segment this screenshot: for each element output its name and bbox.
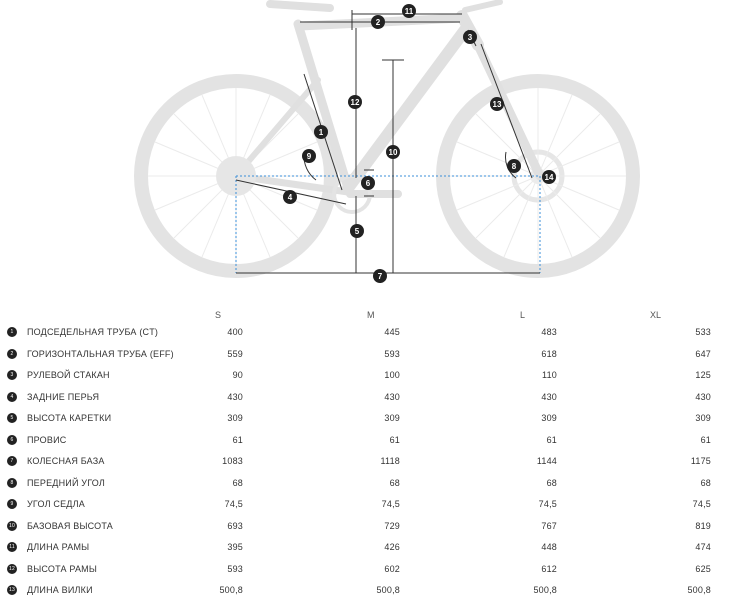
value-xl: 819 <box>695 520 711 531</box>
badge-8 <box>507 159 521 173</box>
value-s: 90 <box>232 370 243 380</box>
bike-geometry-diagram <box>0 0 729 290</box>
value-xl: 1175 <box>690 456 711 466</box>
row-label: ПЕРЕДНИЙ УГОЛ <box>27 477 106 488</box>
table-row <box>0 430 729 451</box>
value-m: 74,5 <box>381 499 400 509</box>
table-row <box>0 537 729 558</box>
size-header-s: S <box>215 310 222 320</box>
value-m: 445 <box>384 327 400 337</box>
badge-6 <box>361 176 375 190</box>
value-s: 593 <box>227 563 243 574</box>
row-number-badge: 8 <box>7 478 17 488</box>
row-label: ДЛИНА РАМЫ <box>27 542 90 552</box>
svg-text:10: 10 <box>388 148 398 157</box>
svg-text:14: 14 <box>544 173 554 182</box>
row-number-badge: 10 <box>7 521 17 531</box>
table-row <box>0 387 729 408</box>
value-l: 448 <box>541 542 557 552</box>
value-xl: 125 <box>695 370 711 380</box>
row-number-badge: 4 <box>7 392 17 402</box>
value-m: 309 <box>384 413 400 423</box>
value-m: 602 <box>384 563 400 574</box>
value-xl: 430 <box>695 391 711 402</box>
row-label: ВЫСОТА КАРЕТКИ <box>27 413 112 423</box>
table-row <box>0 344 729 365</box>
svg-text:3: 3 <box>467 33 473 42</box>
badge-9 <box>302 149 316 163</box>
value-l: 767 <box>541 520 557 531</box>
value-l: 68 <box>546 477 557 488</box>
value-l: 612 <box>541 563 557 574</box>
table-row <box>0 559 729 580</box>
row-number-badge: 2 <box>7 349 17 359</box>
table-row <box>0 494 729 515</box>
value-s: 395 <box>227 542 243 552</box>
value-m: 100 <box>384 370 400 380</box>
row-label: ПОДСЕДЕЛЬНАЯ ТРУБА (CT) <box>27 327 159 337</box>
svg-text:6: 6 <box>365 179 371 188</box>
badge-2 <box>371 15 385 29</box>
value-l: 61 <box>546 434 557 445</box>
row-label: БАЗОВАЯ ВЫСОТА <box>27 520 113 531</box>
svg-text:1: 1 <box>318 128 324 137</box>
row-label: ГОРИЗОНТАЛЬНАЯ ТРУБА (EFF) <box>27 348 174 359</box>
svg-text:9: 9 <box>306 152 312 161</box>
badge-1 <box>314 125 328 139</box>
row-label: ДЛИНА ВИЛКИ <box>27 585 93 595</box>
badge-10 <box>386 145 400 159</box>
row-number-badge: 1 <box>7 327 17 337</box>
value-s: 693 <box>227 520 243 531</box>
value-m: 426 <box>384 542 400 552</box>
value-l: 110 <box>542 370 557 380</box>
table-row <box>0 365 729 386</box>
value-xl: 500,8 <box>687 585 711 595</box>
row-label: ВЫСОТА РАМЫ <box>27 563 98 574</box>
badge-5 <box>350 224 364 238</box>
value-xl: 309 <box>695 413 711 423</box>
value-xl: 74,5 <box>692 499 711 509</box>
row-number-badge: 9 <box>7 499 17 509</box>
row-label: УГОЛ СЕДЛА <box>27 499 85 509</box>
value-s: 309 <box>227 413 243 423</box>
row-number-badge: 6 <box>7 435 17 445</box>
value-xl: 61 <box>700 434 711 445</box>
value-s: 68 <box>232 477 243 488</box>
value-l: 618 <box>541 348 557 359</box>
value-l: 74,5 <box>538 499 557 509</box>
value-s: 559 <box>227 348 243 359</box>
size-header-xl: XL <box>650 310 662 320</box>
svg-text:12: 12 <box>350 98 360 107</box>
row-number-badge: 13 <box>7 585 17 595</box>
row-number-badge: 7 <box>7 456 17 466</box>
value-xl: 474 <box>695 542 711 552</box>
value-l: 1144 <box>536 456 557 466</box>
value-s: 74,5 <box>224 499 243 509</box>
value-l: 500,8 <box>533 585 557 595</box>
value-l: 309 <box>541 413 557 423</box>
svg-text:5: 5 <box>354 227 360 236</box>
value-m: 593 <box>384 348 400 359</box>
row-label: КОЛЕСНАЯ БАЗА <box>27 456 105 466</box>
value-xl: 68 <box>700 477 711 488</box>
badge-12 <box>348 95 362 109</box>
value-m: 729 <box>384 520 400 531</box>
svg-text:4: 4 <box>287 193 293 202</box>
size-header-m: M <box>367 310 375 320</box>
size-header-l: L <box>520 310 526 320</box>
badge-14 <box>542 170 556 184</box>
value-l: 483 <box>541 327 557 337</box>
table-row <box>0 516 729 537</box>
badge-7 <box>373 269 387 283</box>
value-s: 1083 <box>222 456 243 466</box>
value-s: 430 <box>227 391 243 402</box>
svg-text:8: 8 <box>511 162 517 171</box>
table-row <box>0 451 729 472</box>
row-number-badge: 11 <box>7 542 17 552</box>
badge-4 <box>283 190 297 204</box>
value-s: 400 <box>227 327 243 337</box>
badge-3 <box>463 30 477 44</box>
badge-11 <box>402 4 416 18</box>
value-m: 1118 <box>380 456 400 466</box>
table-row <box>0 408 729 429</box>
value-m: 430 <box>384 391 400 402</box>
value-m: 500,8 <box>376 585 400 595</box>
table-row <box>0 473 729 494</box>
value-s: 61 <box>232 434 243 445</box>
value-s: 500,8 <box>219 585 243 595</box>
row-number-badge: 12 <box>7 564 17 574</box>
row-label: ПРОВИС <box>27 434 67 445</box>
value-m: 68 <box>389 477 400 488</box>
value-l: 430 <box>541 391 557 402</box>
value-xl: 647 <box>695 348 711 359</box>
value-xl: 533 <box>695 327 711 337</box>
value-m: 61 <box>389 434 400 445</box>
badge-13 <box>490 97 504 111</box>
svg-text:11: 11 <box>404 7 414 16</box>
svg-text:2: 2 <box>375 18 381 27</box>
row-label: РУЛЕВОЙ СТАКАН <box>27 370 110 380</box>
row-label: ЗАДНИЕ ПЕРЬЯ <box>27 391 100 402</box>
svg-text:13: 13 <box>492 100 502 109</box>
svg-text:7: 7 <box>377 272 383 281</box>
row-number-badge: 3 <box>7 370 17 380</box>
value-xl: 625 <box>695 563 711 574</box>
table-row <box>0 580 729 601</box>
row-number-badge: 5 <box>7 413 17 423</box>
table-row <box>0 322 729 343</box>
